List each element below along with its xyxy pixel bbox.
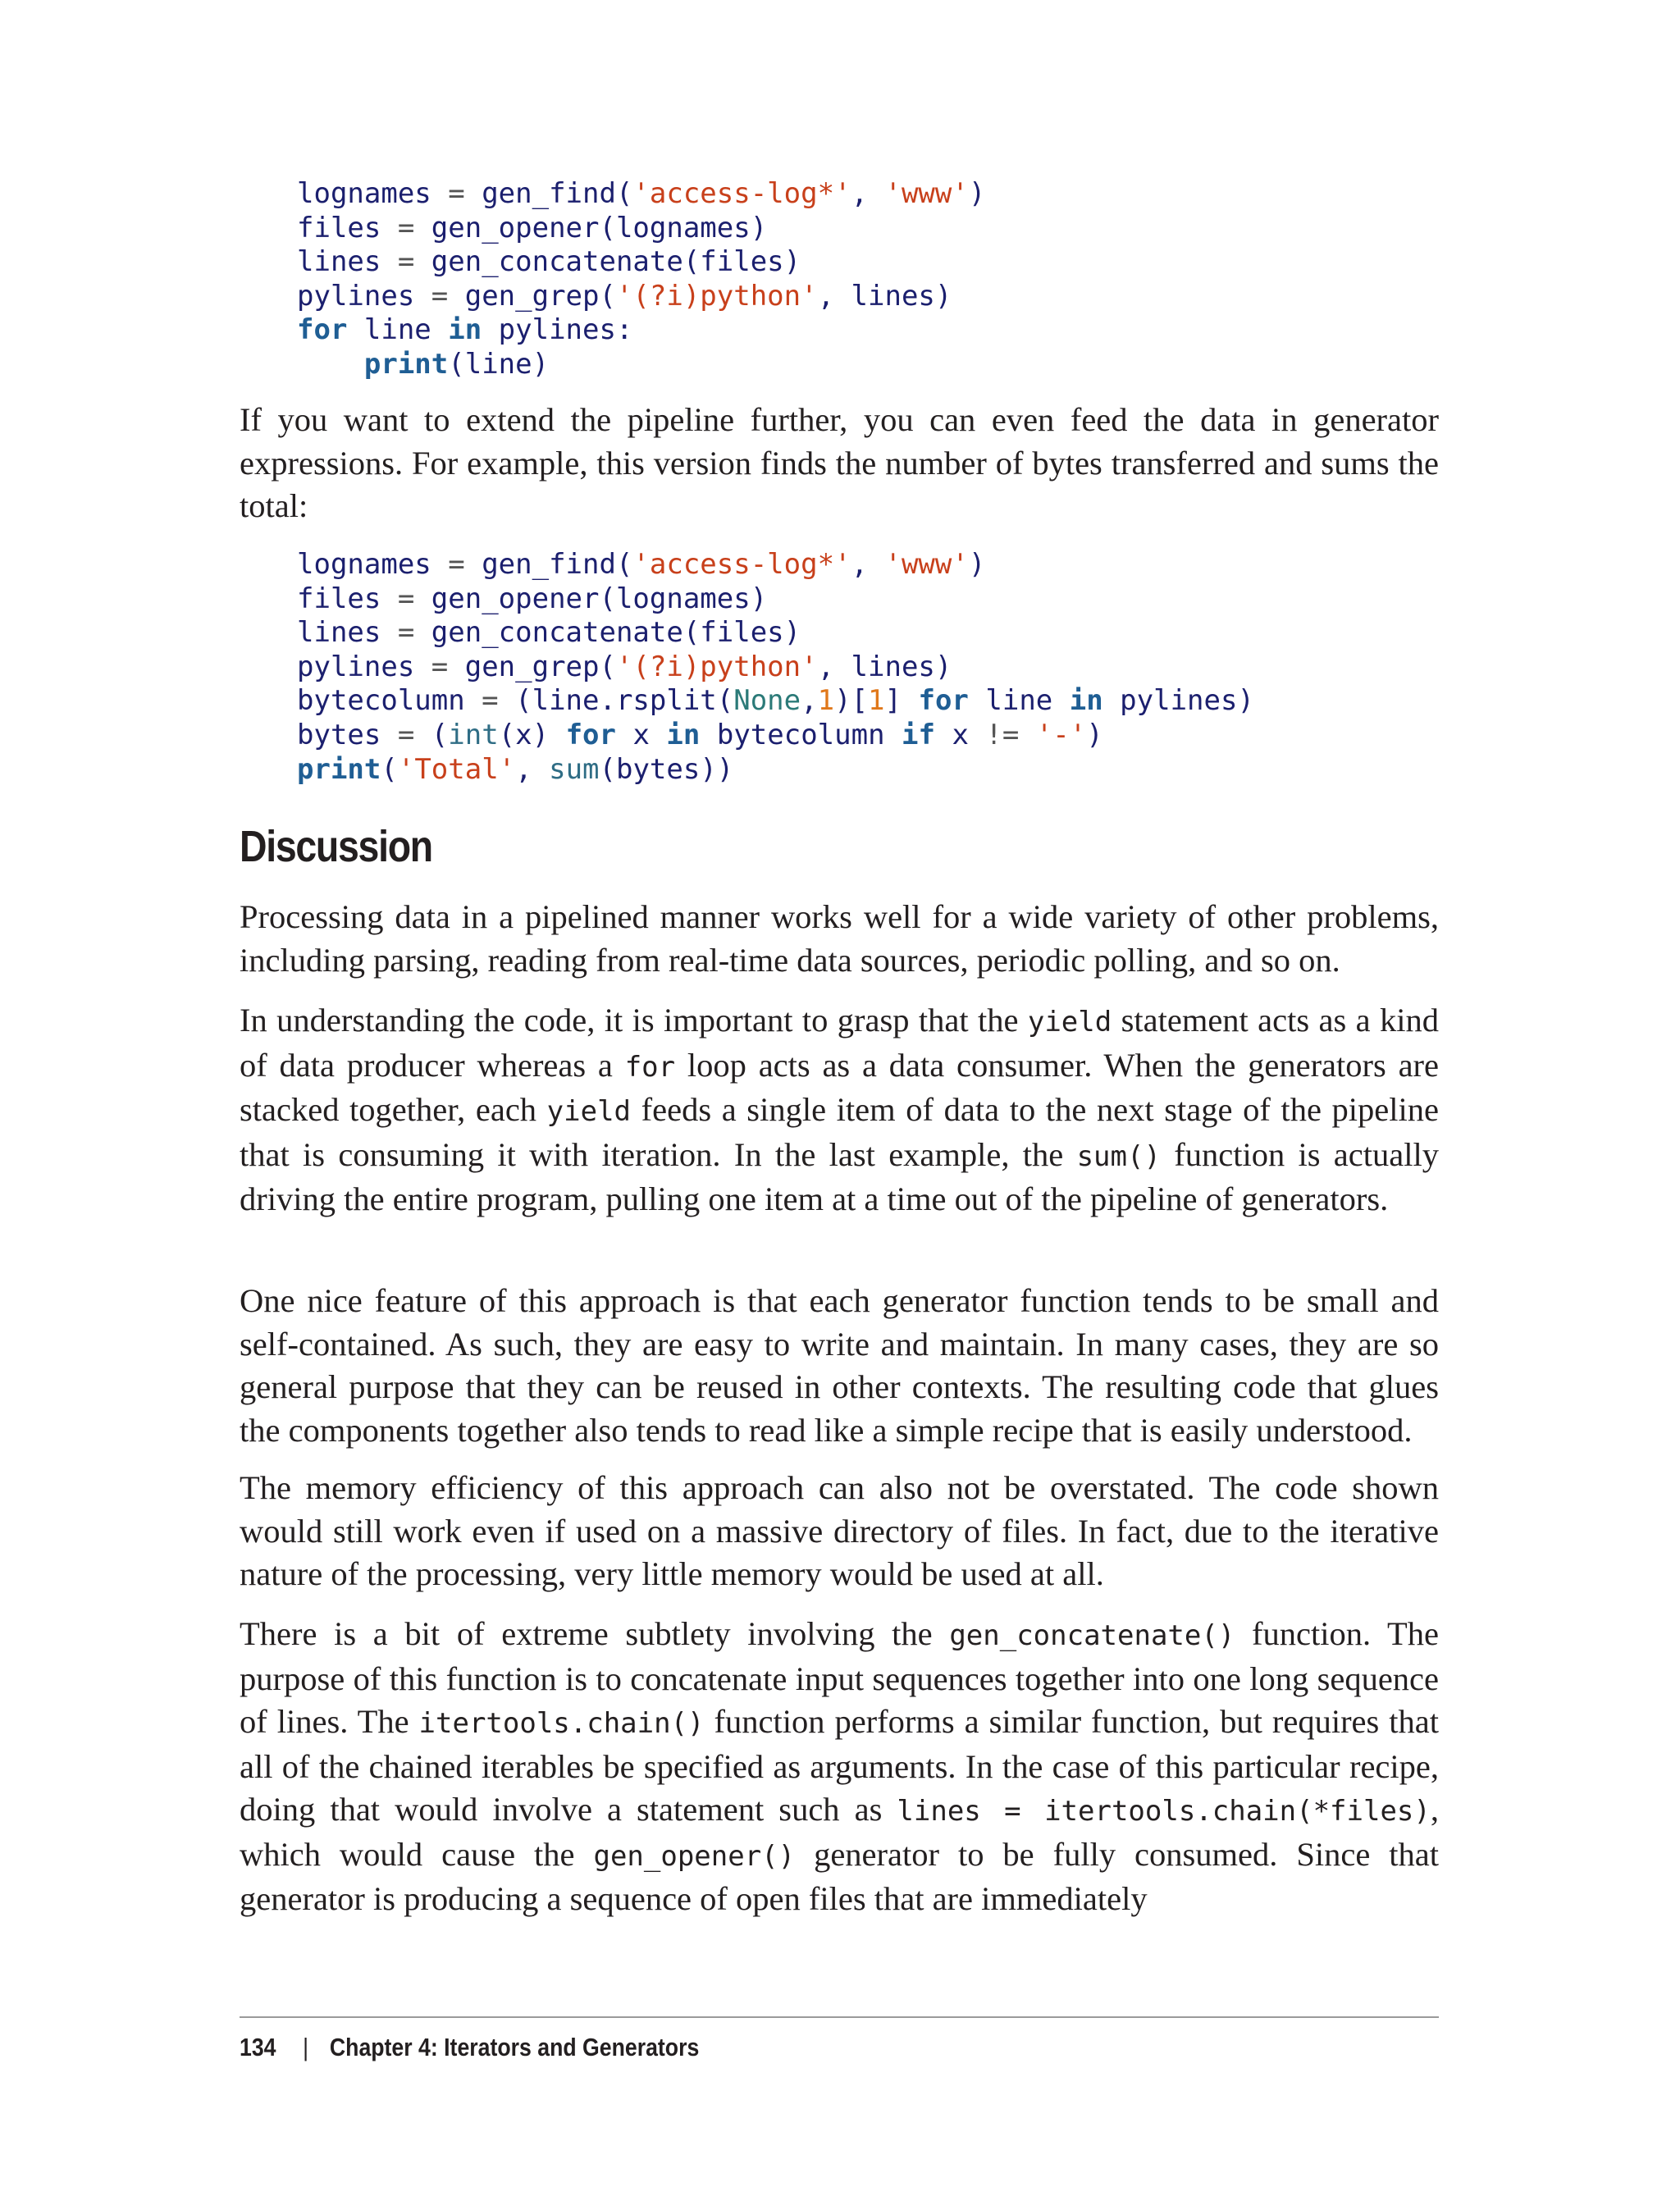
page-number: 134 — [240, 2033, 276, 2061]
code-line: files = gen_opener(lognames) — [297, 582, 768, 615]
discussion-paragraph-2 — [240, 999, 1439, 1221]
code-line: lines = gen_concatenate(files) — [297, 245, 801, 279]
intro-paragraph: If you want to extend the pipeline further, you can even feed the data in generator expressions. For example, this version finds the number of bytes transferred and sums the total: — [240, 401, 1439, 524]
paragraph-text: feeds a single item of data to the next stage of the pipeline that is consuming it with iteration. In the last example, the — [240, 1091, 1439, 1173]
page-footer — [240, 2031, 699, 2064]
inline-code: gen_concatenate() — [949, 1619, 1235, 1652]
paragraph-text: In understanding the code, it is important to grasp that the — [240, 1002, 1028, 1039]
paragraph-text: generator to be fully consumed. Since that generator is producing a sequence of open files that are immediately — [240, 1835, 1439, 1917]
code-line: print(line) — [363, 347, 550, 381]
code-line: pylines = gen_grep('(?i)python', lines) — [297, 279, 952, 313]
inline-code: itertools.chain() — [418, 1707, 705, 1740]
footer-rule — [240, 2016, 1439, 2018]
inline-code: sum() — [1076, 1139, 1161, 1173]
inline-code: gen_opener() — [593, 1839, 796, 1873]
code-line: files = gen_opener(lognames) — [297, 211, 768, 244]
inline-code: yield — [546, 1095, 632, 1128]
code-line: for line in pylines: — [297, 313, 633, 347]
paragraph-text: , which would cause the — [240, 1791, 1439, 1873]
footer-separator: | — [303, 2033, 309, 2061]
code-line: pylines = gen_grep('(?i)python', lines) — [297, 650, 952, 683]
code-line: lines = gen_concatenate(files) — [297, 616, 801, 650]
discussion-paragraph-4: The memory efficiency of this approach can also not be overstated. The code shown would still work even if used on a massive directory of files. In fact, due to the iterative nature of the processing, very little memory would be used at all. — [240, 1469, 1439, 1592]
discussion-paragraph-3: One nice feature of this approach is that each generator function tends to be small and self-contained. As such, they are easy to write and maintain. In many cases, they are so general purpose that they can be reused in other contexts. The resulting code that glues the components together also tends to read like a simple recipe that is easily understood. — [240, 1282, 1439, 1449]
code-line: print('Total', sum(bytes)) — [297, 752, 734, 786]
code-line: lognames = gen_find('access-log*', 'www') — [297, 548, 986, 581]
inline-code: yield — [1027, 1006, 1112, 1039]
paragraph-text: loop acts as a data consumer. When the generators are stacked together, each — [240, 1046, 1440, 1128]
paragraph-text: function performs a similar function, but requires that all of the chained iterables be specified as arguments. In the case of this particular recipe, doing that would involve a statement such as — [240, 1703, 1439, 1828]
chapter-title: Chapter 4: Iterators and Generators — [329, 2033, 700, 2061]
paragraph-text: There is a bit of extreme subtlety involving the — [240, 1615, 950, 1652]
section-heading: Discussion — [240, 822, 432, 871]
code-line: bytes = (int(x) for x in bytecolumn if x != '-') — [297, 718, 1103, 751]
paragraph-text: function. The purpose of this function is to concatenate input sequences together into one long sequence of lines. The — [240, 1615, 1439, 1740]
inline-code: for — [624, 1050, 676, 1084]
code-block-2 — [297, 548, 1254, 787]
code-block-1 — [297, 177, 985, 382]
code-line: lognames = gen_find('access-log*', 'www') — [297, 177, 986, 210]
paragraph-text: function is actually driving the entire program, pulling one item at a time out of the pipeline of generators. — [240, 1135, 1439, 1217]
discussion-paragraph-5 — [240, 1613, 1439, 1921]
inline-code: lines = itertools.chain(*files) — [897, 1795, 1431, 1828]
discussion-paragraph-1: Processing data in a pipelined manner works well for a wide variety of other problems, including parsing, reading from real-time data sources, periodic polling, and so on. — [240, 898, 1439, 979]
code-line: bytecolumn = (line.rsplit(None,1)[1] for line in pylines) — [297, 684, 1254, 718]
paragraph-text: statement acts as a kind of data producer whereas a — [240, 1002, 1439, 1084]
